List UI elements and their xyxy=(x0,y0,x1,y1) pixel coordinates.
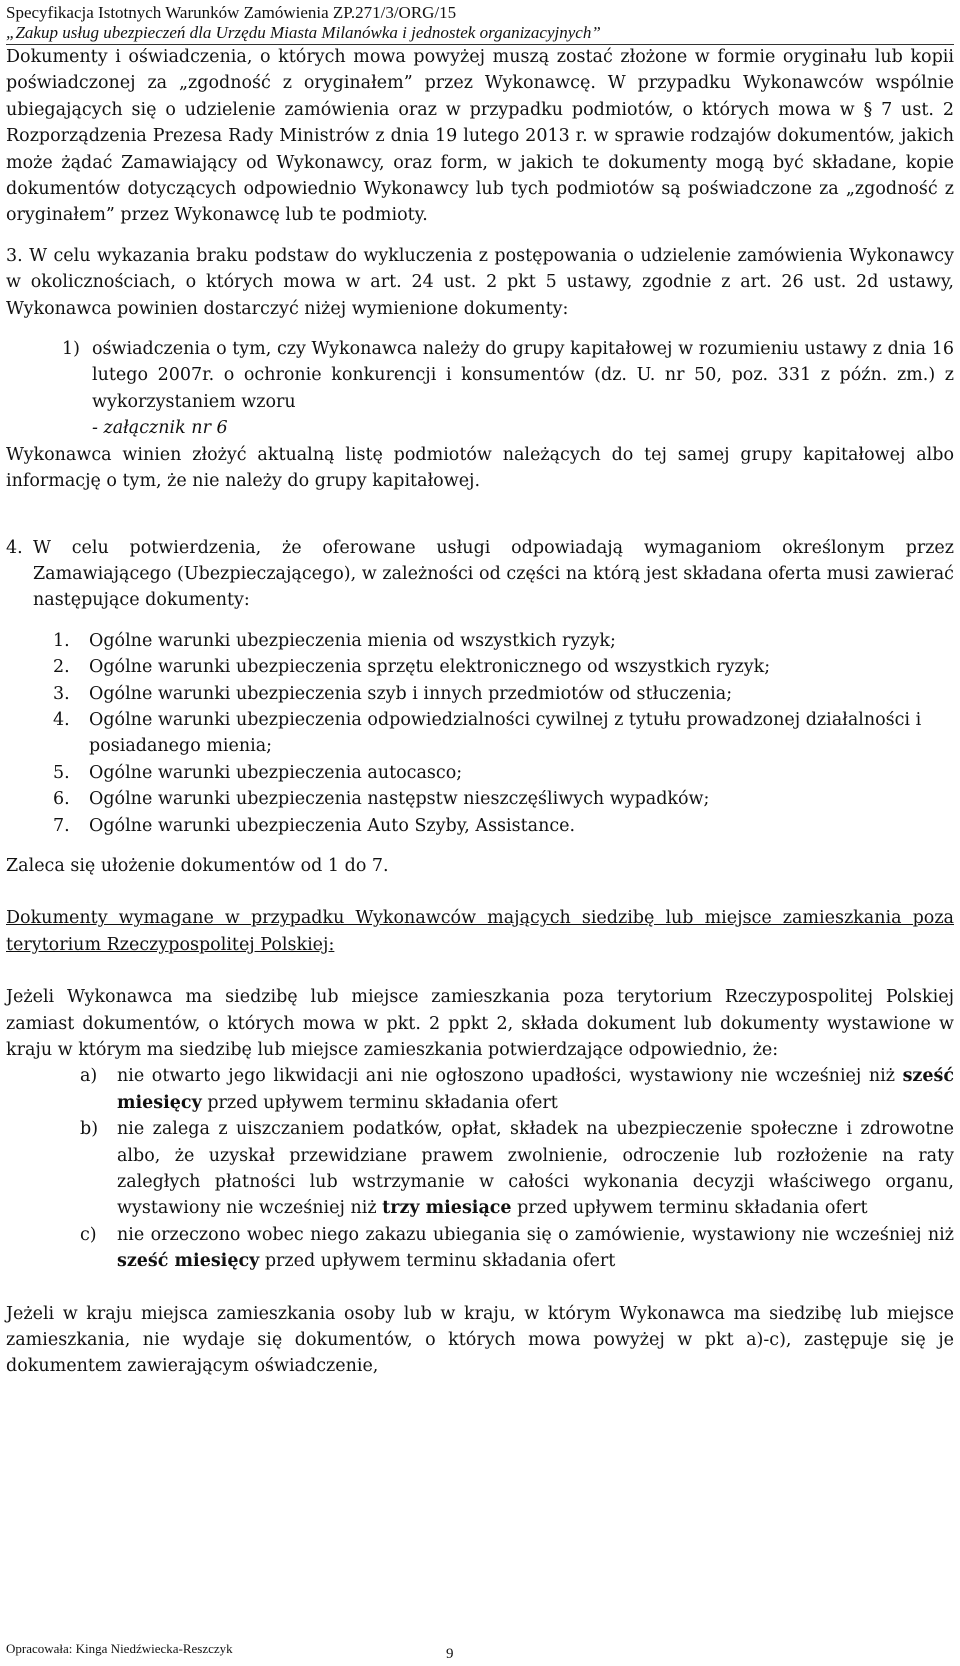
list-item: 6. Ogólne warunki ubezpieczenia następstw nieszczęśliwych wypadków; xyxy=(53,789,710,810)
list-item: 2. Ogólne warunki ubezpieczenia sprzętu elektronicznego od wszystkich ryzyk; xyxy=(53,657,771,678)
capital-group-note: Wykonawca winien złożyć aktualną listę podmiotów należących do tej samej grupy kapitałowej albo informację o tym, że nie należy do grupy kapitałowej. xyxy=(6,444,954,492)
section-3-paragraph: 3. W celu wykazania braku podstaw do wykluczenia z postępowania o udzielenie zamówienia Wykonawcy w okolicznościach, o których mowa w art. 24 ust. 2 pkt 5 ustawy, zgodnie z art. 26 ust. 2d ustawy, Wykonawca powinien dostarczyć niżej wymienione dokumenty: xyxy=(6,245,954,319)
foreign-contractors-heading: Dokumenty wymagane w przypadku Wykonawców mających siedzibę lub miejsce zamieszkania poza terytorium Rzeczypospolitej Polskiej: xyxy=(6,908,954,955)
foreign-documents-list xyxy=(80,1063,954,1274)
documents-list xyxy=(53,628,954,839)
list-item-text: oświadczenia o tym, czy Wykonawca należy do grupy kapitałowej w rozumieniu ustawy z dnia 16 lutego 2007r. o ochronie konkurencji i konsumentów (dz. U. nr 50, poz. 331 z późn. zm.) z wykorzystaniem wzoru xyxy=(92,339,954,412)
list-item: a) nie otwarto jego likwidacji ani nie ogłoszono upadłości, wystawiony nie wcześniej niż sześć miesięcy przed upływem terminu składania ofert xyxy=(80,1066,954,1113)
list-item: 4. Ogólne warunki ubezpieczenia odpowiedzialności cywilnej z tytułu prowadzonej działalności i posiadanego mienia; xyxy=(53,709,922,757)
intro-paragraph: Dokumenty i oświadczenia, o których mowa powyżej muszą zostać złożone w formie oryginału lub kopii poświadczonej za „zgodność z oryginałem” przez Wykonawcę. W przypadku Wykonawców wspólnie ubiegających się o udzielenie zamówienia oraz w przypadku podmiotów, o których mowa w § 7 ust. 2 Rozporządzenia Prezesa Rady Ministrów z dnia 19 lutego 2013 r. w sprawie rodzajów dokumentów, jakich może żądać Zamawiający od Wykonawcy, oraz form, w jakich te dokumenty mogą być składane, kopie dokumentów dotyczących odpowiednio Wykonawcy lub tych podmiotów są poświadczone za „zgodność z oryginałem” przez Wykonawcę lub te podmioty. xyxy=(6,47,954,226)
header-contract-title: „Zakup usług ubezpieczeń dla Urzędu Miasta Milanówka i jednostek organizacyjnych” xyxy=(6,23,601,42)
list-item-number: 1) xyxy=(62,339,80,360)
attachment-reference: - załącznik nr 6 xyxy=(92,418,228,439)
list-item: c) nie orzeczono wobec niego zakazu ubiegania się o zamówienie, wystawiony nie wcześniej niż sześć miesięcy przed upływem terminu składania ofert xyxy=(80,1224,954,1272)
ordering-recommendation: Zaleca się ułożenie dokumentów od 1 do 7. xyxy=(6,855,389,876)
header-spec-title: Specyfikacja Istotnych Warunków Zamówienia ZP.271/3/ORG/15 xyxy=(6,3,457,22)
document-body xyxy=(6,44,954,1380)
section-4-paragraph xyxy=(6,535,954,614)
list-item: 7. Ogólne warunki ubezpieczenia Auto Szyby, Assistance. xyxy=(53,815,576,836)
page-number: 9 xyxy=(446,1646,454,1662)
foreign-intro-paragraph: Jeżeli Wykonawca ma siedzibę lub miejsce zamieszkania poza terytorium Rzeczypospolitej Polskiej zamiast dokumentów, o których mowa w pkt. 2 ppkt 2, składa dokument lub dokumenty wystawione w kraju w którym ma siedzibę lub miejsce zamieszkania potwierdzające odpowiednio, że: xyxy=(6,987,954,1060)
section-3-item-1 xyxy=(62,336,954,442)
section-number: 4. xyxy=(6,537,23,558)
section-text: W celu potwierdzenia, że oferowane usługi odpowiadają wymaganiom określonym przez Zamawiającego (Ubezpieczającego), w zależności od części na którą jest składana oferta musi zawierać następujące dokumenty: xyxy=(33,537,954,611)
list-item: 5. Ogólne warunki ubezpieczenia autocasco; xyxy=(53,762,463,783)
footer-author: Opracowała: Kinga Niedźwiecka-Reszczyk xyxy=(6,1641,233,1656)
page-header xyxy=(6,3,954,43)
list-item: b) nie zalega z uiszczaniem podatków, opłat, składek na ubezpieczenie społeczne i zdrowotne albo, że uzyskał przewidziane prawem zwolnienie, odroczenie lub rozłożenie na raty zaległych płatności lub wstrzymanie w całości wykonania decyzji właściwego organu, wystawiony nie wcześniej niż trzy miesiące przed upływem terminu składania ofert xyxy=(80,1119,954,1219)
foreign-closing-paragraph: Jeżeli w kraju miejsca zamieszkania osoby lub w kraju, w którym Wykonawca ma siedzibę lub miejsce zamieszkania, nie wydaje się dokumentów, o których mowa powyżej w pkt a)-c), zastępuje się je dokumentem zawierającym oświadczenie, xyxy=(6,1303,954,1377)
list-item: 1. Ogólne warunki ubezpieczenia mienia od wszystkich ryzyk; xyxy=(53,630,616,651)
list-item: 3. Ogólne warunki ubezpieczenia szyb i innych przedmiotów od stłuczenia; xyxy=(53,683,733,704)
